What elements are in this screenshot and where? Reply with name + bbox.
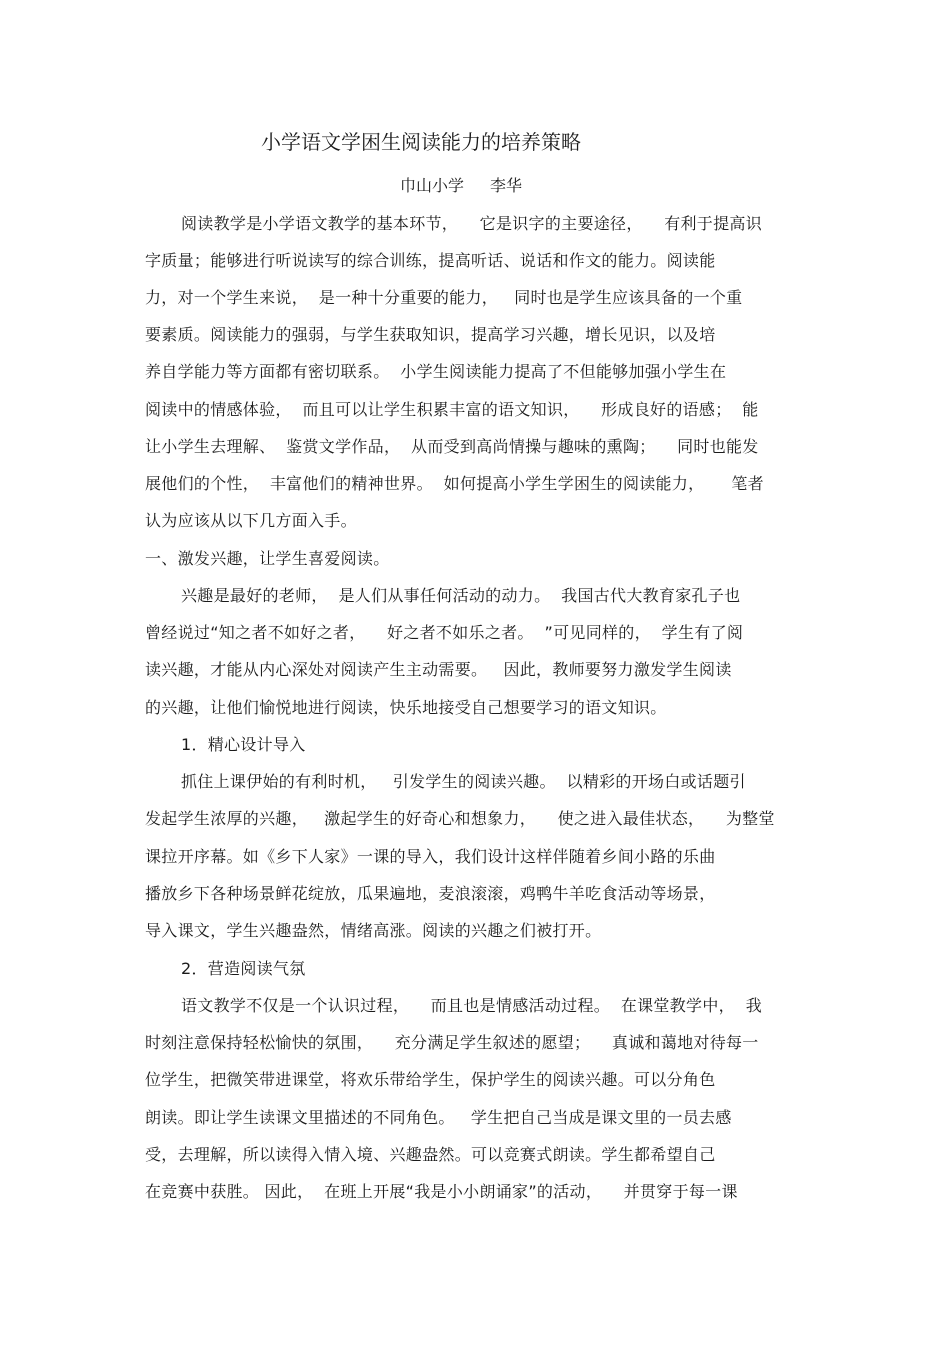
paragraph-line: 课拉开序幕。如《乡下人家》一课的导入，我们设计这样伴随着乡间小路的乐曲 [145,847,716,866]
paragraph-line: 力，对一个学生来说， 是一种十分重要的能力， 同时也是学生应该具备的一个重 [145,288,743,307]
paragraph-line: 认为应该从以下几方面入手。 [145,511,357,530]
paragraph-line: 要素质。阅读能力的强弱，与学生获取知识，提高学习兴趣，增长见识，以及培 [145,325,716,344]
paragraph-line: 让小学生去理解、 鉴赏文学作品， 从而受到高尚情操与趣味的熏陶； 同时也能发 [145,437,759,456]
paragraph-line: 阅读教学是小学语文教学的基本环节， 它是识字的主要途径， 有利于提高识 [181,214,762,233]
paragraph-line: 语文教学不仅是一个认识过程， 而且也是情感活动过程。 在课堂教学中， 我 [181,996,762,1015]
paragraph-line: 位学生，把微笑带进课堂，将欢乐带给学生，保护学生的阅读兴趣。可以分角色 [145,1070,716,1089]
section-heading: 一、激发兴趣，让学生喜爱阅读。 [145,549,390,568]
document-title: 小学语文学困生阅读能力的培养策略 [261,130,581,154]
paragraph-line: 播放乡下各种场景鲜花绽放，瓜果遍地，麦浪滚滚，鸡鸭牛羊吃食活动等场景， [145,884,716,903]
paragraph-line: 阅读中的情感体验， 而且可以让学生积累丰富的语文知识， 形成良好的语感； 能 [145,400,759,419]
paragraph-line: 展他们的个性， 丰富他们的精神世界。 如何提高小学生学困生的阅读能力， 笔者 [145,474,764,493]
paragraph-line: 导入课文，学生兴趣盎然，情绪高涨。阅读的兴趣之们被打开。 [145,921,602,940]
author-name: 李华 [490,176,523,195]
paragraph-line: 受，去理解，所以读得入情入境、兴趣盎然。可以竞赛式朗读。学生都希望自己 [145,1145,716,1164]
author-line [400,174,522,198]
paragraph-line: 养自学能力等方面都有密切联系。 小学生阅读能力提高了不但能够加强小学生在 [145,362,727,381]
author-school: 巾山小学 [400,176,465,195]
paragraph-line: 的兴趣，让他们愉悦地进行阅读，快乐地接受自己想要学习的语文知识。 [145,698,667,717]
paragraph-line: 在竞赛中获胜。 因此， 在班上开展“我是小小朗诵家”的活动， 并贯穿于每一课 [145,1182,738,1201]
paragraph-line: 读兴趣，才能从内心深处对阅读产生主动需要。 因此，教师要努力激发学生阅读 [145,660,732,679]
paragraph-line: 抓住上课伊始的有利时机， 引发学生的阅读兴趣。 以精彩的开场白或话题引 [181,772,746,791]
paragraph-line: 朗读。即让学生读课文里描述的不同角色。 学生把自己当成是课文里的一员去感 [145,1108,732,1127]
paragraph-line: 兴趣是最好的老师， 是人们从事任何活动的动力。 我国古代大教育家孔子也 [181,586,741,605]
section-heading: 1．精心设计导入 [181,735,306,754]
paragraph-line: 时刻注意保持轻松愉快的氛围， 充分满足学生叙述的愿望； 真诚和蔼地对待每一 [145,1033,759,1052]
section-heading: 2．营造阅读气氛 [181,959,306,978]
paragraph-line: 发起学生浓厚的兴趣， 激起学生的好奇心和想象力， 使之进入最佳状态， 为整堂 [145,809,775,828]
paragraph-line: 字质量；能够进行听说读写的综合训练，提高听话、说话和作文的能力。阅读能 [145,251,716,270]
paragraph-line: 曾经说过“知之者不如好之者， 好之者不如乐之者。 ”可见同样的， 学生有了阅 [145,623,744,642]
